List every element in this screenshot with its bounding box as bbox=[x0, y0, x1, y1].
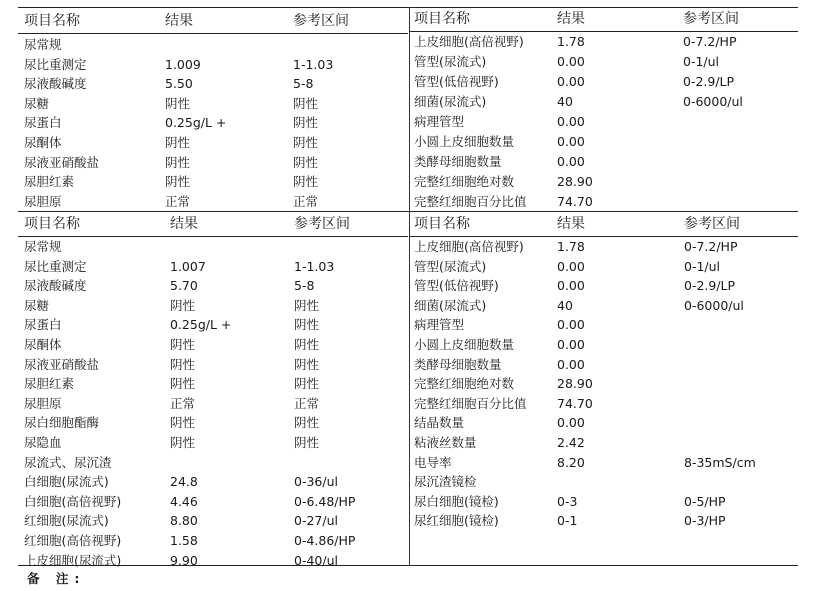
cell-result: 8.20 bbox=[557, 454, 585, 470]
cell-range: 阴性 bbox=[294, 435, 320, 450]
cell-name: 尿液亚硝酸盐 bbox=[24, 154, 100, 170]
cell-range: 5-8 bbox=[293, 76, 314, 92]
cell-result: 阴性 bbox=[170, 435, 196, 450]
cell-result: 4.46 bbox=[170, 493, 198, 509]
top-border bbox=[18, 7, 798, 8]
cell-name: 结晶数量 bbox=[414, 415, 465, 431]
cell-name: 尿胆原 bbox=[24, 395, 62, 411]
cell-range: 0-5/HP bbox=[684, 493, 726, 509]
cell-name: 尿胆红素 bbox=[24, 174, 75, 190]
cell-result: 正常 bbox=[170, 395, 196, 411]
cell-result: 0.00 bbox=[557, 74, 585, 89]
cell-name: 完整红细胞绝对数 bbox=[414, 376, 515, 392]
cell-range: 0-6.48/HP bbox=[294, 493, 356, 509]
cell-result: 40 bbox=[557, 94, 573, 109]
cell-range: 0-2.9/LP bbox=[683, 74, 735, 89]
cell-result: 正常 bbox=[165, 193, 191, 209]
cell-name: 尿蛋白 bbox=[24, 115, 62, 131]
cell-name: 病理管型 bbox=[414, 114, 465, 129]
bottom-column-divider bbox=[409, 211, 410, 565]
cell-result: 5.70 bbox=[170, 278, 198, 294]
cell-result: 9.90 bbox=[170, 552, 198, 568]
top-header-underline-left bbox=[18, 33, 408, 34]
cell-name: 尿红细胞(镜检) bbox=[414, 513, 499, 529]
cell-result: 0.00 bbox=[557, 337, 585, 352]
cell-range: 阴性 bbox=[294, 415, 320, 431]
cell-name: 尿隐血 bbox=[24, 435, 62, 450]
cell-name: 电导率 bbox=[414, 454, 452, 470]
cell-name: 尿糖 bbox=[24, 95, 50, 111]
cell-result: 1.78 bbox=[557, 34, 585, 49]
cell-name: 小圆上皮细胞数量 bbox=[414, 134, 515, 149]
cell-name: 管型(低倍视野) bbox=[414, 74, 499, 89]
cell-result: 0-3 bbox=[557, 493, 578, 509]
cell-result: 40 bbox=[557, 297, 573, 313]
cell-name: 尿常规 bbox=[24, 239, 62, 254]
cell-result: 阴性 bbox=[165, 154, 191, 170]
cell-range: 0-6000/ul bbox=[683, 94, 743, 109]
cell-result: 28.90 bbox=[557, 174, 593, 189]
cell-range: 5-8 bbox=[294, 278, 315, 294]
cell-name: 尿液酸碱度 bbox=[24, 76, 87, 92]
cell-range: 阴性 bbox=[294, 317, 320, 333]
cell-range: 0-1/ul bbox=[683, 54, 720, 69]
cell-result: 0.25g/L + bbox=[170, 317, 232, 333]
cell-result: 74.70 bbox=[557, 395, 593, 411]
cell-name: 尿蛋白 bbox=[24, 317, 62, 333]
cell-result: 阴性 bbox=[165, 95, 191, 111]
cell-name: 白细胞(高倍视野) bbox=[24, 493, 122, 509]
cell-name: 管型(低倍视野) bbox=[414, 278, 499, 294]
header-result: 结果 bbox=[557, 11, 585, 27]
cell-range: 1-1.03 bbox=[293, 56, 334, 72]
cell-range: 阴性 bbox=[293, 154, 319, 170]
cell-name: 尿白细胞酯酶 bbox=[24, 415, 100, 431]
cell-range: 0-36/ul bbox=[294, 474, 338, 490]
cell-result: 28.90 bbox=[557, 376, 593, 392]
cell-range: 正常 bbox=[293, 193, 319, 209]
cell-result: 0.00 bbox=[557, 415, 585, 431]
cell-range: 0-6000/ul bbox=[684, 297, 744, 313]
cell-range: 阴性 bbox=[294, 297, 320, 313]
cell-name: 尿白细胞(镜检) bbox=[414, 493, 499, 509]
cell-name: 尿酮体 bbox=[24, 135, 62, 150]
cell-name: 尿液亚硝酸盐 bbox=[24, 356, 100, 372]
cell-result: 0.25g/L + bbox=[165, 115, 227, 131]
cell-result: 阴性 bbox=[165, 174, 191, 190]
cell-result: 1.58 bbox=[170, 533, 198, 548]
cell-result: 0.00 bbox=[557, 317, 585, 333]
cell-name: 红细胞(尿流式) bbox=[24, 513, 109, 529]
header-name: 项目名称 bbox=[414, 11, 470, 27]
cell-range: 0-2.9/LP bbox=[684, 278, 736, 294]
cell-name: 小圆上皮细胞数量 bbox=[414, 337, 515, 352]
remarks-label: 备 注: bbox=[27, 571, 86, 586]
cell-result: 阴性 bbox=[165, 135, 191, 150]
cell-name: 粘液丝数量 bbox=[414, 435, 477, 450]
cell-name: 管型(尿流式) bbox=[414, 54, 487, 69]
cell-result: 2.42 bbox=[557, 435, 585, 450]
cell-name: 尿比重测定 bbox=[24, 56, 87, 72]
header-result: 结果 bbox=[557, 216, 585, 232]
cell-result: 0.00 bbox=[557, 114, 585, 129]
cell-name: 类酵母细胞数量 bbox=[414, 356, 502, 372]
cell-name: 白细胞(尿流式) bbox=[24, 474, 109, 490]
cell-result: 阴性 bbox=[170, 297, 196, 313]
cell-result: 5.50 bbox=[165, 76, 193, 92]
cell-range: 0-40/ul bbox=[294, 552, 338, 568]
cell-result: 阴性 bbox=[170, 376, 196, 392]
cell-name: 完整红细胞百分比值 bbox=[414, 194, 527, 209]
cell-name: 上皮细胞(高倍视野) bbox=[414, 34, 524, 49]
cell-result: 24.8 bbox=[170, 474, 198, 490]
cell-name: 尿胆红素 bbox=[24, 376, 75, 392]
header-result: 结果 bbox=[165, 13, 193, 29]
bottom-header-underline-left bbox=[18, 236, 408, 237]
cell-name: 尿流式、尿沉渣 bbox=[24, 454, 112, 470]
cell-result: 74.70 bbox=[557, 194, 593, 209]
cell-range: 阴性 bbox=[294, 337, 320, 352]
cell-range: 0-7.2/HP bbox=[684, 239, 738, 254]
cell-result: 0.00 bbox=[557, 54, 585, 69]
cell-range: 正常 bbox=[294, 395, 320, 411]
cell-result: 阴性 bbox=[170, 337, 196, 352]
cell-result: 0-1 bbox=[557, 513, 578, 529]
cell-result: 阴性 bbox=[170, 415, 196, 431]
header-range: 参考区间 bbox=[683, 11, 739, 27]
cell-name: 细菌(尿流式) bbox=[414, 94, 487, 109]
header-range: 参考区间 bbox=[293, 13, 349, 29]
header-result: 结果 bbox=[170, 216, 198, 232]
cell-range: 0-3/HP bbox=[684, 513, 726, 529]
cell-range: 阴性 bbox=[293, 95, 319, 111]
cell-name: 尿糖 bbox=[24, 297, 50, 313]
cell-name: 上皮细胞(高倍视野) bbox=[414, 239, 524, 254]
header-range: 参考区间 bbox=[294, 216, 350, 232]
cell-name: 上皮细胞(尿流式) bbox=[24, 552, 122, 568]
cell-result: 0.00 bbox=[557, 134, 585, 149]
cell-result: 1.78 bbox=[557, 239, 585, 254]
cell-name: 尿酮体 bbox=[24, 337, 62, 352]
header-name: 项目名称 bbox=[414, 216, 470, 232]
cell-name: 尿胆原 bbox=[24, 193, 62, 209]
cell-name: 尿液酸碱度 bbox=[24, 278, 87, 294]
cell-range: 阴性 bbox=[293, 115, 319, 131]
bottom-border bbox=[18, 565, 798, 566]
cell-range: 阴性 bbox=[294, 356, 320, 372]
cell-name: 红细胞(高倍视野) bbox=[24, 533, 122, 548]
header-range: 参考区间 bbox=[684, 216, 740, 232]
cell-name: 细菌(尿流式) bbox=[414, 297, 487, 313]
cell-name: 管型(尿流式) bbox=[414, 258, 487, 274]
cell-name: 完整红细胞绝对数 bbox=[414, 174, 515, 189]
cell-name: 尿常规 bbox=[24, 37, 62, 52]
cell-result: 8.80 bbox=[170, 513, 198, 529]
cell-result: 0.00 bbox=[557, 278, 585, 294]
cell-result: 0.00 bbox=[557, 258, 585, 274]
cell-name: 完整红细胞百分比值 bbox=[414, 395, 527, 411]
cell-range: 阴性 bbox=[293, 174, 319, 190]
cell-result: 1.007 bbox=[170, 258, 206, 274]
cell-range: 0-1/ul bbox=[684, 258, 721, 274]
cell-range: 阴性 bbox=[293, 135, 319, 150]
cell-range: 0-27/ul bbox=[294, 513, 338, 529]
cell-range: 阴性 bbox=[294, 376, 320, 392]
cell-range: 0-7.2/HP bbox=[683, 34, 737, 49]
cell-result: 1.009 bbox=[165, 56, 201, 72]
section-divider bbox=[18, 211, 798, 212]
cell-range: 8-35mS/cm bbox=[684, 454, 756, 470]
cell-name: 尿沉渣镜检 bbox=[414, 474, 477, 490]
cell-name: 尿比重测定 bbox=[24, 258, 87, 274]
cell-name: 类酵母细胞数量 bbox=[414, 154, 502, 169]
cell-result: 0.00 bbox=[557, 154, 585, 169]
header-name: 项目名称 bbox=[24, 216, 80, 232]
cell-name: 病理管型 bbox=[414, 317, 465, 333]
cell-result: 0.00 bbox=[557, 356, 585, 372]
header-name: 项目名称 bbox=[24, 13, 80, 29]
cell-range: 0-4.86/HP bbox=[294, 533, 356, 548]
top-column-divider bbox=[409, 7, 410, 211]
cell-range: 1-1.03 bbox=[294, 258, 335, 274]
cell-result: 阴性 bbox=[170, 356, 196, 372]
